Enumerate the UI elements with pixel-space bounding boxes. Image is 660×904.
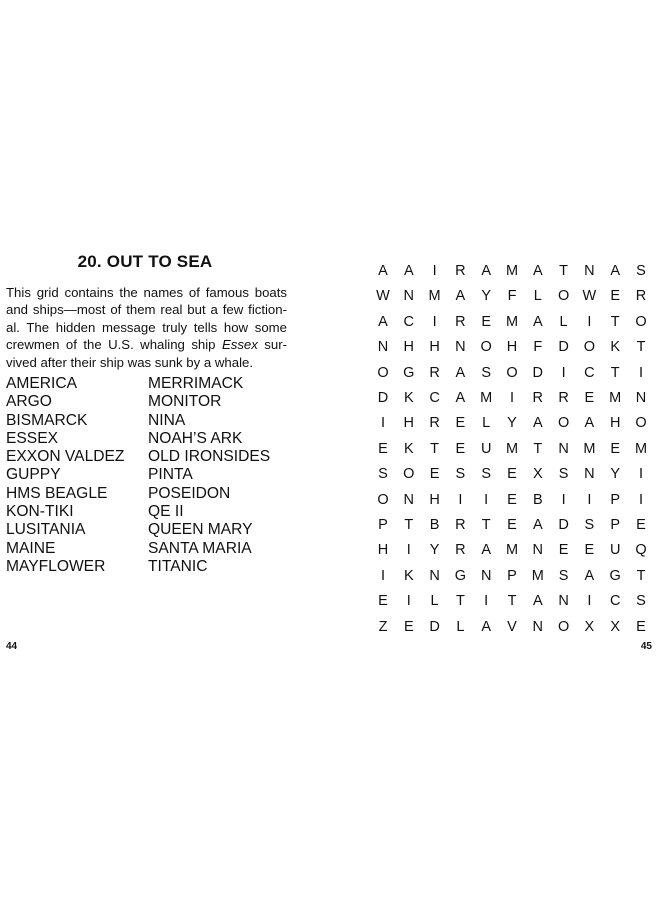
word-list-item: QUEEN MARY <box>148 521 253 539</box>
grid-letter: M <box>583 440 596 457</box>
grid-letter: C <box>584 364 595 381</box>
grid-letter: A <box>455 390 466 406</box>
ship-name-emphasis: Essex <box>221 337 258 353</box>
grid-letter: R <box>532 390 544 406</box>
grid-letter: R <box>429 364 440 381</box>
word-list-item: BISMARCK <box>6 411 88 429</box>
grid-letter: A <box>455 288 466 305</box>
grid-letter: M <box>505 440 519 457</box>
word-list-item: GUPPY <box>6 466 61 484</box>
grid-letter: D <box>377 390 389 406</box>
grid-letter: O <box>583 339 596 356</box>
grid-letter: H <box>403 415 415 432</box>
grid-letter: W <box>582 288 597 305</box>
grid-letter: I <box>638 364 644 381</box>
grid-letter: N <box>403 288 415 305</box>
grid-letter: L <box>430 593 439 610</box>
grid-letter: E <box>455 440 466 457</box>
grid-row <box>370 438 656 460</box>
word-list-item: POSEIDON <box>148 484 231 502</box>
grid-letter: Y <box>429 542 440 559</box>
word-list-item: PINTA <box>148 466 193 484</box>
puzzle-title: 20. OUT TO SEA <box>77 252 213 271</box>
grid-letter: I <box>432 313 437 330</box>
grid-letter: T <box>404 517 414 533</box>
grid-letter: N <box>558 593 569 610</box>
grid-letter: A <box>378 313 388 330</box>
grid-row <box>370 285 656 307</box>
word-list-item: TITANIC <box>148 557 208 575</box>
grid-letter: K <box>403 440 414 457</box>
intro-line: and ships—most of them real but a few fiction- <box>6 302 287 318</box>
grid-letter: T <box>533 440 543 457</box>
grid-letter: Q <box>635 542 647 559</box>
grid-letter: I <box>484 491 489 508</box>
grid-letter: I <box>587 593 592 610</box>
word-list-item: HMS BEAGLE <box>6 484 108 502</box>
grid-letter: E <box>507 491 517 508</box>
grid-letter: A <box>455 364 466 381</box>
grid-letter: A <box>481 542 492 559</box>
grid-letter: M <box>609 390 622 406</box>
intro-line: This grid contains the names of famous boats <box>6 285 287 300</box>
grid-letter: M <box>505 313 519 330</box>
grid-letter: E <box>610 440 621 457</box>
grid-letter: N <box>532 542 544 559</box>
word-list-item: SANTA MARIA <box>148 539 252 557</box>
grid-letter: E <box>636 618 646 635</box>
grid-letter: T <box>559 263 569 279</box>
grid-letter: D <box>429 618 440 635</box>
grid-row <box>370 514 656 536</box>
grid-letter: I <box>587 491 592 508</box>
word-list-item: NINA <box>148 411 186 429</box>
grid-letter: H <box>403 339 415 356</box>
grid-letter: E <box>429 466 440 483</box>
grid-letter: N <box>584 466 595 483</box>
grid-row <box>370 412 656 434</box>
grid-letter: Y <box>481 288 492 305</box>
grid-letter: A <box>584 567 595 584</box>
grid-letter: O <box>403 466 415 483</box>
grid-letter: M <box>505 263 519 279</box>
grid-letter: I <box>406 542 411 559</box>
intro-text: crewmen of the U.S. whaling ship <box>6 337 222 353</box>
grid-letter: A <box>403 263 414 279</box>
word-list-item: ESSEX <box>6 429 59 447</box>
grid-letter: S <box>558 466 569 483</box>
grid-letter: I <box>380 415 386 432</box>
grid-letter: B <box>429 517 440 533</box>
grid-letter: M <box>531 567 544 584</box>
grid-letter: I <box>484 593 489 610</box>
grid-letter: T <box>481 517 491 533</box>
left-page <box>0 0 300 904</box>
grid-letter: T <box>507 593 517 610</box>
grid-letter: O <box>480 339 492 356</box>
grid-letter: A <box>481 263 492 279</box>
grid-letter: U <box>480 440 492 457</box>
grid-letter: I <box>406 593 411 610</box>
intro-line: vived after their ship was sunk by a whale. <box>6 354 254 370</box>
page-number-right: 45 <box>640 641 652 652</box>
grid-letter: M <box>480 390 493 406</box>
grid-letter: A <box>532 517 543 533</box>
grid-letter: N <box>558 440 569 457</box>
grid-letter: A <box>532 263 543 279</box>
grid-letter: O <box>557 288 570 305</box>
page-number-left: 44 <box>6 641 18 652</box>
grid-letter: N <box>455 339 466 356</box>
grid-letter: R <box>558 390 569 406</box>
grid-letter: L <box>456 618 465 635</box>
grid-letter: U <box>609 542 621 559</box>
grid-letter: T <box>455 593 465 610</box>
grid-letter: P <box>610 517 621 533</box>
grid-letter: F <box>507 288 517 305</box>
grid-letter: X <box>610 618 621 635</box>
grid-letter: P <box>610 491 621 508</box>
grid-letter: S <box>481 466 492 483</box>
grid-letter: R <box>455 313 466 330</box>
grid-letter: E <box>558 542 569 559</box>
grid-letter: H <box>429 491 440 508</box>
grid-letter: G <box>609 567 621 584</box>
grid-letter: A <box>532 593 543 610</box>
grid-letter: L <box>559 313 568 330</box>
word-list-item: QE II <box>148 503 184 521</box>
grid-letter: W <box>376 288 390 305</box>
grid-letter: E <box>610 288 621 305</box>
grid-letter: E <box>584 390 595 406</box>
grid-row <box>370 387 656 409</box>
grid-letter: I <box>561 364 566 381</box>
grid-letter: C <box>403 313 415 330</box>
grid-letter: N <box>532 618 544 635</box>
grid-letter: G <box>403 364 415 381</box>
grid-letter: S <box>378 466 388 483</box>
grid-letter: N <box>584 263 595 279</box>
grid-letter: Y <box>507 415 517 432</box>
grid-letter: K <box>403 390 414 406</box>
word-list-item: EXXON VALDEZ <box>6 448 125 466</box>
word-list-item: MAINE <box>6 539 56 557</box>
grid-letter: X <box>532 466 543 483</box>
grid-row <box>370 463 656 485</box>
grid-letter: N <box>429 567 440 584</box>
grid-letter: N <box>377 339 389 356</box>
grid-letter: B <box>532 491 543 508</box>
grid-letter: O <box>635 313 647 330</box>
grid-letter: A <box>481 618 492 635</box>
grid-letter: O <box>377 491 389 508</box>
grid-letter: O <box>506 364 518 381</box>
grid-letter: N <box>403 491 415 508</box>
grid-letter: S <box>584 517 595 533</box>
grid-letter: I <box>561 491 566 508</box>
grid-row <box>370 489 656 511</box>
grid-letter: M <box>634 440 648 457</box>
grid-letter: R <box>429 415 440 432</box>
grid-letter: I <box>638 491 644 508</box>
grid-letter: N <box>635 390 647 406</box>
word-list-item: ARGO <box>6 393 52 411</box>
grid-letter: M <box>428 288 441 305</box>
grid-letter: I <box>509 390 515 406</box>
grid-letter: P <box>507 567 517 584</box>
grid-letter: S <box>636 593 646 610</box>
word-list-item: AMERICA <box>6 375 78 392</box>
grid-letter: E <box>455 415 466 432</box>
grid-letter: O <box>635 415 647 432</box>
grid-letter: E <box>378 440 388 457</box>
grid-letter: E <box>378 593 388 610</box>
grid-row <box>370 362 656 384</box>
intro-line <box>6 336 287 353</box>
grid-letter: K <box>610 339 621 356</box>
grid-letter: R <box>455 263 466 279</box>
grid-letter: E <box>636 517 646 533</box>
grid-letter: A <box>584 415 595 432</box>
intro-paragraph <box>6 284 287 371</box>
grid-letter: Y <box>610 466 621 483</box>
grid-letter: T <box>430 440 440 457</box>
grid-row <box>370 260 656 282</box>
grid-letter: I <box>587 313 592 330</box>
grid-row <box>370 590 656 612</box>
grid-letter: P <box>378 517 388 533</box>
grid-letter: L <box>533 288 542 305</box>
grid-letter: N <box>480 567 492 584</box>
grid-letter: A <box>532 415 543 432</box>
grid-letter: O <box>557 415 570 432</box>
grid-letter: I <box>638 466 644 483</box>
grid-letter: G <box>454 567 467 584</box>
grid-letter: E <box>507 466 517 483</box>
grid-row <box>370 565 656 587</box>
grid-row <box>370 311 656 333</box>
grid-letter: V <box>507 618 517 635</box>
word-list-right <box>148 375 270 576</box>
grid-letter: L <box>482 415 491 432</box>
grid-letter: X <box>584 618 595 635</box>
grid-row <box>370 539 656 561</box>
grid-letter: E <box>403 618 414 635</box>
grid-letter: S <box>558 567 569 584</box>
grid-letter: A <box>610 263 621 279</box>
grid-letter: M <box>505 542 519 559</box>
grid-letter: Z <box>378 618 388 635</box>
word-list-item: NOAH’S ARK <box>148 429 243 447</box>
grid-letter: O <box>557 618 570 635</box>
grid-letter: I <box>380 567 386 584</box>
grid-letter: F <box>533 339 543 356</box>
intro-line: al. The hidden message truly tells how some <box>6 319 287 335</box>
word-list-item: MONITOR <box>148 393 222 411</box>
grid-letter: D <box>558 517 569 533</box>
grid-letter: S <box>455 466 466 483</box>
grid-letter: H <box>377 542 389 559</box>
intro-text: sur- <box>257 337 288 353</box>
grid-letter: T <box>636 567 646 584</box>
word-list-item: LUSITANIA <box>6 521 86 539</box>
grid-letter: H <box>506 339 518 356</box>
grid-letter: O <box>377 364 389 381</box>
grid-letter: A <box>378 263 388 279</box>
grid-letter: H <box>609 415 621 432</box>
word-list-item: KON-TIKI <box>6 503 74 521</box>
grid-letter: R <box>455 517 466 533</box>
word-list-item: MERRIMACK <box>148 375 244 392</box>
grid-letter: R <box>635 288 647 305</box>
grid-letter: K <box>403 567 414 584</box>
word-list-left <box>6 375 124 576</box>
grid-letter: I <box>432 263 437 279</box>
grid-row <box>370 616 656 638</box>
word-list-item: OLD IRONSIDES <box>148 448 271 466</box>
grid-letter: D <box>532 364 544 381</box>
grid-letter: T <box>610 313 620 330</box>
grid-letter: S <box>481 364 492 381</box>
grid-letter: C <box>429 390 440 406</box>
grid-row <box>370 336 656 358</box>
grid-letter: C <box>609 593 621 610</box>
grid-letter: A <box>532 313 543 330</box>
grid-letter: H <box>429 339 440 356</box>
grid-letter: E <box>584 542 595 559</box>
grid-letter: E <box>507 517 517 533</box>
word-list-item: MAYFLOWER <box>6 557 106 575</box>
grid-letter: R <box>455 542 466 559</box>
grid-letter: I <box>458 491 463 508</box>
grid-letter: S <box>636 263 646 279</box>
grid-letter: T <box>636 339 646 356</box>
grid-letter: T <box>610 364 620 381</box>
grid-letter: E <box>481 313 492 330</box>
grid-letter: D <box>558 339 569 356</box>
